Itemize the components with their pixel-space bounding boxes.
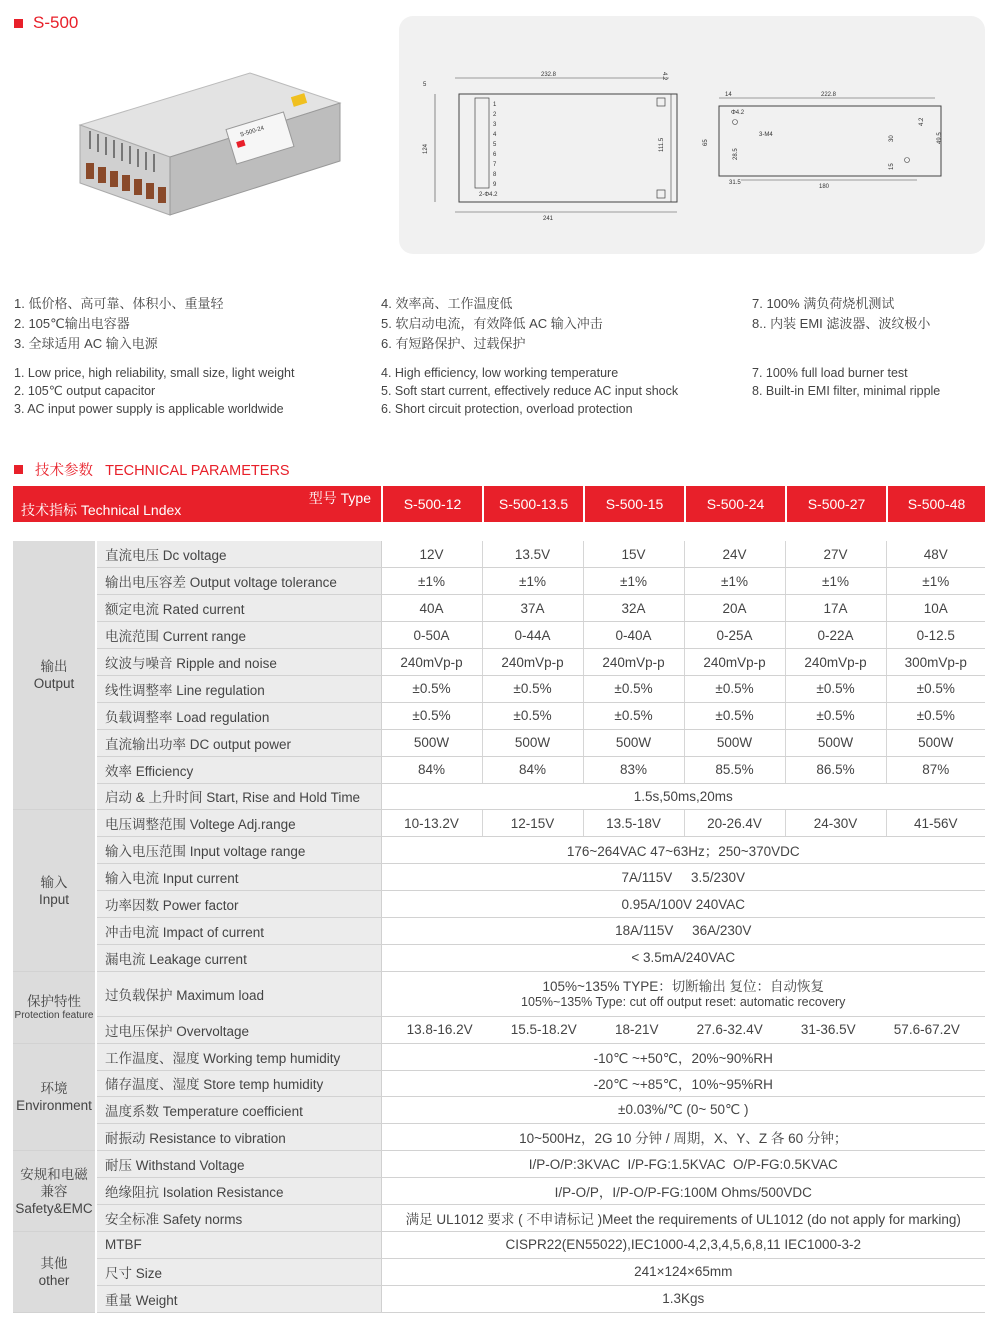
row-label: 工作温度、湿度 Working temp humidity: [96, 1043, 381, 1070]
cell-value: 41-56V: [886, 810, 985, 837]
cell-value: < 3.5mA/240VAC: [381, 944, 985, 971]
feature-list-en-3: [752, 364, 940, 400]
cell-value: 12V: [381, 541, 482, 568]
table-row: [13, 810, 985, 837]
cell-value: 84%: [381, 756, 482, 783]
side-dim-hole: Φ4.2: [731, 110, 745, 116]
cell-value: ±0.03%/℃ (0~ 50℃ ): [381, 1097, 985, 1124]
cell-value: 500W: [785, 729, 886, 756]
side-dim-bottom: 180: [819, 184, 830, 190]
row-label: 输出电压容差 Output voltage tolerance: [96, 568, 381, 595]
feature-item: 3. AC input power supply is applicable worldwide: [14, 402, 284, 416]
dim-bottom-width: 241: [543, 216, 554, 222]
cell-value: ±0.5%: [381, 675, 482, 702]
side-dim-a: 28.5: [733, 148, 739, 160]
cell-value: 57.6-67.2V: [893, 1022, 960, 1038]
feature-list-cn-3: [752, 294, 930, 334]
dimension-drawing-panel: [399, 16, 985, 254]
table-row: [13, 1204, 985, 1231]
side-dim-c: 30: [889, 135, 895, 142]
page-title: [14, 13, 78, 33]
cell-value: 40A: [381, 595, 482, 622]
cell-value: 31-36.5V: [800, 1022, 856, 1038]
cell-value: ±1%: [684, 568, 785, 595]
cell-value: CISPR22(EN55022),IEC1000-4,2,3,4,5,6,8,11 IEC1000-3-2: [381, 1231, 985, 1258]
cell-value: 83%: [583, 756, 684, 783]
table-row: [13, 1124, 985, 1151]
cell-value: 85.5%: [684, 756, 785, 783]
cell-value: 15.5-18.2V: [510, 1022, 577, 1038]
cell-value: ±1%: [583, 568, 684, 595]
cell-value: ±0.5%: [381, 702, 482, 729]
cell-value: ±0.5%: [785, 702, 886, 729]
table-row: [13, 891, 985, 918]
cell-value: 87%: [886, 756, 985, 783]
table-row: [13, 729, 985, 756]
section-marker-icon: [14, 465, 23, 474]
cell-value: 18-21V: [614, 1022, 659, 1038]
table-row: [13, 971, 985, 1016]
spec-table: [13, 541, 985, 1313]
row-label: 安全标准 Safety norms: [96, 1204, 381, 1231]
feature-item: 6. Short circuit protection, overload protection: [381, 402, 633, 416]
cell-value: ±0.5%: [482, 675, 583, 702]
section-title-text: 技术参数 TECHNICAL PARAMETERS: [35, 463, 290, 479]
feature-list-cn-2: [381, 294, 603, 354]
terminal-label: 7: [493, 162, 497, 168]
cell-value: 0-40A: [583, 622, 684, 649]
table-row: [13, 568, 985, 595]
cell-value: 240mVp-p: [785, 649, 886, 676]
cell-value: ±0.5%: [583, 702, 684, 729]
row-label: 电压调整范围 Voltege Adj.range: [96, 810, 381, 837]
cell-value: 500W: [583, 729, 684, 756]
cell-value: 84%: [482, 756, 583, 783]
model-header: S-500-27: [785, 486, 886, 522]
group-environment: 环境 Environment: [13, 1043, 96, 1151]
cell-value: ±0.5%: [785, 675, 886, 702]
side-view-drawing: [699, 88, 969, 198]
dim-top-width: 232.8: [541, 72, 557, 78]
dim-edge: 5: [423, 82, 427, 88]
product-label-text: S-500-24: [239, 125, 265, 139]
table-row: [13, 756, 985, 783]
cell-value: 24-30V: [785, 810, 886, 837]
group-other: 其他 other: [13, 1231, 96, 1312]
feature-item: 2. 105℃ output capacitor: [14, 384, 156, 398]
row-label: 温度系数 Temperature coefficient: [96, 1097, 381, 1124]
feature-item: 2. 105℃输出电容器: [14, 316, 130, 331]
row-label: MTBF: [96, 1231, 381, 1258]
row-label: 过电压保护 Overvoltage: [96, 1016, 381, 1043]
dim-right-height: 111.5: [659, 137, 665, 152]
side-dim-d: 15: [889, 163, 895, 170]
feature-item: 3. 全球适用 AC 输入电源: [14, 336, 158, 351]
row-label: 储存温度、湿度 Store temp humidity: [96, 1070, 381, 1097]
cell-value: ±1%: [482, 568, 583, 595]
table-row: [13, 1097, 985, 1124]
top-view-drawing: [419, 64, 679, 224]
cell-value: 1.3Kgs: [381, 1285, 985, 1312]
cell-value: 86.5%: [785, 756, 886, 783]
cell-value: 0-12.5: [886, 622, 985, 649]
feature-item: 8.. 内装 EMI 滤波器、波纹极小: [752, 316, 931, 331]
cell-value: ±1%: [381, 568, 482, 595]
cell-value: 27V: [785, 541, 886, 568]
cell-value: 240mVp-p: [482, 649, 583, 676]
terminal-label: 4: [493, 132, 497, 138]
cell-value: 20-26.4V: [684, 810, 785, 837]
table-row: [13, 837, 985, 864]
table-row: [13, 1285, 985, 1312]
cell-value: 10A: [886, 595, 985, 622]
product-title: S-500: [33, 13, 79, 32]
feature-list-cn-1: [14, 294, 223, 354]
row-label: 耐压 Withstand Voltage: [96, 1151, 381, 1178]
terminal-label: 2: [493, 112, 497, 118]
terminal-label: 1: [493, 102, 497, 108]
table-row: [13, 1070, 985, 1097]
cell-value: 13.5V: [482, 541, 583, 568]
cell-value: 0-22A: [785, 622, 886, 649]
side-dim-depth: 65: [703, 139, 709, 146]
side-dim-left: 14: [725, 92, 732, 98]
cell-value: ±0.5%: [684, 675, 785, 702]
row-label: 线性调整率 Line regulation: [96, 675, 381, 702]
cell-value: 32A: [583, 595, 684, 622]
product-image: [60, 65, 350, 225]
row-label: 尺寸 Size: [96, 1258, 381, 1285]
terminal-label: 6: [493, 152, 497, 158]
row-label: 启动 & 上升时间 Start, Rise and Hold Time: [96, 783, 381, 810]
dim-hole: 2-Φ4.2: [479, 192, 498, 198]
cell-value: 1.5s,50ms,20ms: [381, 783, 985, 810]
row-label: 纹波与噪音 Ripple and noise: [96, 649, 381, 676]
table-row: [13, 783, 985, 810]
cell-value: 10-13.2V: [381, 810, 482, 837]
row-label: 过负载保护 Maximum load: [96, 971, 381, 1016]
row-label: 重量 Weight: [96, 1285, 381, 1312]
group-output: 输出 Output: [13, 541, 96, 810]
cell-value: 0-44A: [482, 622, 583, 649]
cell-value: 500W: [482, 729, 583, 756]
side-dim-b: 31.5: [729, 180, 741, 186]
table-row: [13, 1151, 985, 1178]
group-input: 输入 Input: [13, 810, 96, 971]
model-header: S-500-24: [684, 486, 785, 522]
feature-item: 7. 100% full load burner test: [752, 366, 908, 380]
feature-list-en-2: [381, 364, 678, 418]
cell-value: 12-15V: [482, 810, 583, 837]
model-header: S-500-13.5: [482, 486, 583, 522]
overvoltage-values: [381, 1016, 985, 1043]
cell-value: 241×124×65mm: [381, 1258, 985, 1285]
model-header: S-500-15: [583, 486, 684, 522]
row-label: 耐振动 Resistance to vibration: [96, 1124, 381, 1151]
cell-value: 7A/115V 3.5/230V: [381, 864, 985, 891]
cell-value: 13.8-16.2V: [406, 1022, 473, 1038]
feature-item: 5. Soft start current, effectively reduce AC input shock: [381, 384, 679, 398]
feature-item: 5. 软启动电流，有效降低 AC 输入冲击: [381, 316, 603, 331]
row-label: 输入电流 Input current: [96, 864, 381, 891]
terminal-label: 5: [493, 142, 497, 148]
feature-item: 1. Low price, high reliability, small size, light weight: [14, 366, 295, 380]
cell-value: 500W: [381, 729, 482, 756]
cell-value: ±0.5%: [684, 702, 785, 729]
row-label: 直流电压 Dc voltage: [96, 541, 381, 568]
row-label: 负载调整率 Load regulation: [96, 702, 381, 729]
feature-item: 1. 低价格、高可靠、体积小、重量轻: [14, 296, 224, 311]
cell-value: ±1%: [886, 568, 985, 595]
table-row: [13, 595, 985, 622]
terminal-label: 3: [493, 122, 497, 128]
table-row: [13, 622, 985, 649]
table-row: [13, 541, 985, 568]
model-header: S-500-12: [381, 486, 482, 522]
cell-value: 176~264VAC 47~63Hz；250~370VDC: [381, 837, 985, 864]
cell-value: 500W: [886, 729, 985, 756]
table-row: [13, 917, 985, 944]
cell-value: ±0.5%: [886, 702, 985, 729]
table-row: [13, 702, 985, 729]
table-row: [13, 649, 985, 676]
row-label: 直流输出功率 DC output power: [96, 729, 381, 756]
feature-item: 6. 有短路保护、过载保护: [381, 336, 526, 351]
row-label: 功率因数 Power factor: [96, 891, 381, 918]
feature-item: 8. Built-in EMI filter, minimal ripple: [752, 384, 941, 398]
table-row: [13, 1258, 985, 1285]
type-label: 型号 Type: [308, 490, 371, 506]
cell-value: 37A: [482, 595, 583, 622]
table-row: [13, 675, 985, 702]
cell-value: 10~500Hz，2G 10 分钟 / 周期，X、Y、Z 各 60 分钟；: [381, 1124, 985, 1151]
title-marker-icon: [14, 19, 23, 28]
cell-value: 48V: [886, 541, 985, 568]
table-row: [13, 944, 985, 971]
side-dim-screw: 3-M4: [759, 132, 773, 138]
feature-list-en-1: [14, 364, 294, 418]
cell-value: I/P-O/P，I/P-O/P-FG:100M Ohms/500VDC: [381, 1178, 985, 1205]
table-row: [13, 1016, 985, 1043]
cell-value: ±0.5%: [886, 675, 985, 702]
cell-value: -10℃ ~+50℃，20%~90%RH: [381, 1043, 985, 1070]
cell-value: 240mVp-p: [684, 649, 785, 676]
row-label: 绝缘阻抗 Isolation Resistance: [96, 1178, 381, 1205]
table-row: [13, 1231, 985, 1258]
cell-value: ±0.5%: [482, 702, 583, 729]
model-header: S-500-48: [886, 486, 985, 522]
table-row: [13, 1043, 985, 1070]
side-dim-f: 49.5: [937, 132, 943, 144]
header-label-cell: [13, 486, 381, 522]
group-protection: 保护特性 Protection feature: [13, 971, 96, 1043]
row-label: 冲击电流 Impact of current: [96, 917, 381, 944]
dim-left-height: 124: [423, 143, 429, 154]
cell-value: 0-25A: [684, 622, 785, 649]
cell-value: 18A/115V 36A/230V: [381, 917, 985, 944]
cell-value: 500W: [684, 729, 785, 756]
table-row: [13, 864, 985, 891]
cell-value: 15V: [583, 541, 684, 568]
terminal-label: 8: [493, 172, 497, 178]
cell-value: 20A: [684, 595, 785, 622]
section-title: [14, 459, 290, 480]
row-label: 漏电流 Leakage current: [96, 944, 381, 971]
index-label: 技术指标 Technical Lndex: [21, 502, 182, 518]
cell-value: 27.6-32.4V: [696, 1022, 763, 1038]
row-label: 额定电流 Rated current: [96, 595, 381, 622]
table-row: [13, 1178, 985, 1205]
cell-value: 0.95A/100V 240VAC: [381, 891, 985, 918]
table-header: [13, 486, 985, 522]
max-load-en: 105%~135% Type: cut off output reset: automatic recovery: [521, 994, 846, 1009]
cell-value: 17A: [785, 595, 886, 622]
cell-value: 240mVp-p: [381, 649, 482, 676]
cell-value: ±1%: [785, 568, 886, 595]
cell-value: 300mVp-p: [886, 649, 985, 676]
terminal-label: 9: [493, 182, 497, 188]
row-label: 输入电压范围 Input voltage range: [96, 837, 381, 864]
cell-value: 13.5-18V: [583, 810, 684, 837]
cell-value: 24V: [684, 541, 785, 568]
max-load-cn: 105%~135% TYPE：切断输出 复位：自动恢复: [542, 978, 824, 994]
feature-item: 4. High efficiency, low working temperature: [381, 366, 619, 380]
dim-corner: 4.2: [661, 72, 667, 81]
cell-value: I/P-O/P:3KVAC I/P-FG:1.5KVAC O/P-FG:0.5KVAC: [381, 1151, 985, 1178]
cell-value: ±0.5%: [583, 675, 684, 702]
feature-item: 4. 效率高、工作温度低: [381, 296, 513, 311]
cell-value: 0-50A: [381, 622, 482, 649]
side-dim-width: 222.8: [821, 92, 837, 98]
row-label: 电流范围 Current range: [96, 622, 381, 649]
row-label: 效率 Efficiency: [96, 756, 381, 783]
side-dim-e: 4.2: [919, 117, 925, 126]
cell-value: 满足 UL1012 要求 ( 不申请标记 )Meet the requirements of UL1012 (do not apply for marking): [381, 1204, 985, 1231]
cell-value: -20℃ ~+85℃，10%~95%RH: [381, 1070, 985, 1097]
terminal-list: [493, 102, 497, 188]
cell-value: [381, 971, 985, 1016]
group-safety: 安规和电磁兼容 Safety&EMC: [13, 1151, 96, 1232]
feature-item: 7. 100% 满负荷烧机测试: [752, 296, 895, 311]
cell-value: 240mVp-p: [583, 649, 684, 676]
